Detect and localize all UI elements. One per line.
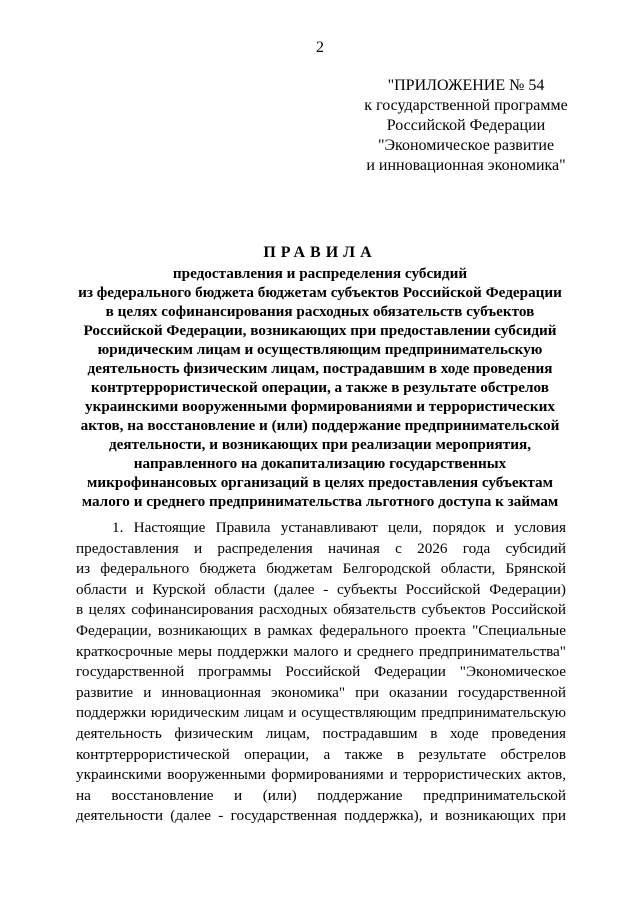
subtitle-line: малого и среднего предпринимательства льготного доступа к займам [81,493,559,510]
appendix-header [360,76,572,176]
subtitle-line: в целях софинансирования расходных обязательств субъектов [105,303,535,320]
body-line: деятельность физическим лицам, пострадавшим в ходе проведения [76,724,566,742]
appendix-line: Российской Федерации [386,117,546,134]
body-line: деятельности (далее - государственная поддержка), и возникающих при [76,807,566,825]
subtitle-line: Российской Федерации, возникающих при предоставлении субсидий [83,322,557,339]
body-line: 1. Настоящие Правила устанавливают цели, порядок и условия [112,519,566,536]
body-line: развитие и инновационная экономика" при оказании государственной [76,683,566,701]
body-line: контртеррористической операции, а также в результате обстрелов [76,745,566,763]
document-title: ПРАВИЛА [263,244,377,261]
body-line: украинскими вооруженными формированиями и террористических актов, [76,766,566,784]
appendix-line: "ПРИЛОЖЕНИЕ № 54 [387,77,545,94]
subtitle-line: деятельность физическим лицам, пострадавшим в ходе проведения [87,360,553,377]
body-paragraph [76,518,566,827]
appendix-line: к государственной программе [364,97,568,114]
subtitle-line: деятельности, и возникающих при реализации мероприятия, [108,436,531,453]
subtitle-line: микрофинансовых организаций в целях предоставления субъектам [87,474,553,491]
body-line: Федерации, возникающих в рамках федерального проекта "Специальные [76,621,566,639]
body-line: предоставления и распределения начиная с 2026 года субсидий [76,539,566,557]
subtitle-line: направленного на докапитализацию государственных [133,455,507,472]
subtitle-line: из федерального бюджета бюджетам субъектов Российской Федерации [78,284,562,301]
body-line: области и Курской области (далее - субъекты Российской Федерации) [76,580,566,598]
document-subtitle [72,264,568,511]
body-line: в целях софинансирования расходных обязательств субъектов Российской [76,601,566,619]
body-line: из федерального бюджета бюджетам Белгородской области, Брянской [76,560,566,578]
body-line: на восстановление и (или) поддержание предпринимательской [76,786,566,804]
appendix-line: и инновационная экономика" [366,157,566,174]
page-number: 2 [316,39,324,56]
subtitle-line: актов, на восстановление и (или) поддержание предпринимательской [80,417,560,434]
appendix-line: "Экономическое развитие [377,137,555,154]
body-line: государственной программы Российской Федерации "Экономическое [76,663,566,681]
subtitle-line: юридическим лицам и осуществляющим предпринимательскую [97,341,543,358]
body-line: краткосрочные меры поддержки малого и среднего предпринимательства" [76,642,566,660]
subtitle-line: украинскими вооруженными формированиями и террористических [85,398,555,415]
body-line: поддержки юридическим лицам и осуществляющим предпринимательскую [76,705,566,722]
subtitle-line: предоставления и распределения субсидий [172,265,468,282]
subtitle-line: контртеррористической операции, а также в результате обстрелов [91,379,549,396]
